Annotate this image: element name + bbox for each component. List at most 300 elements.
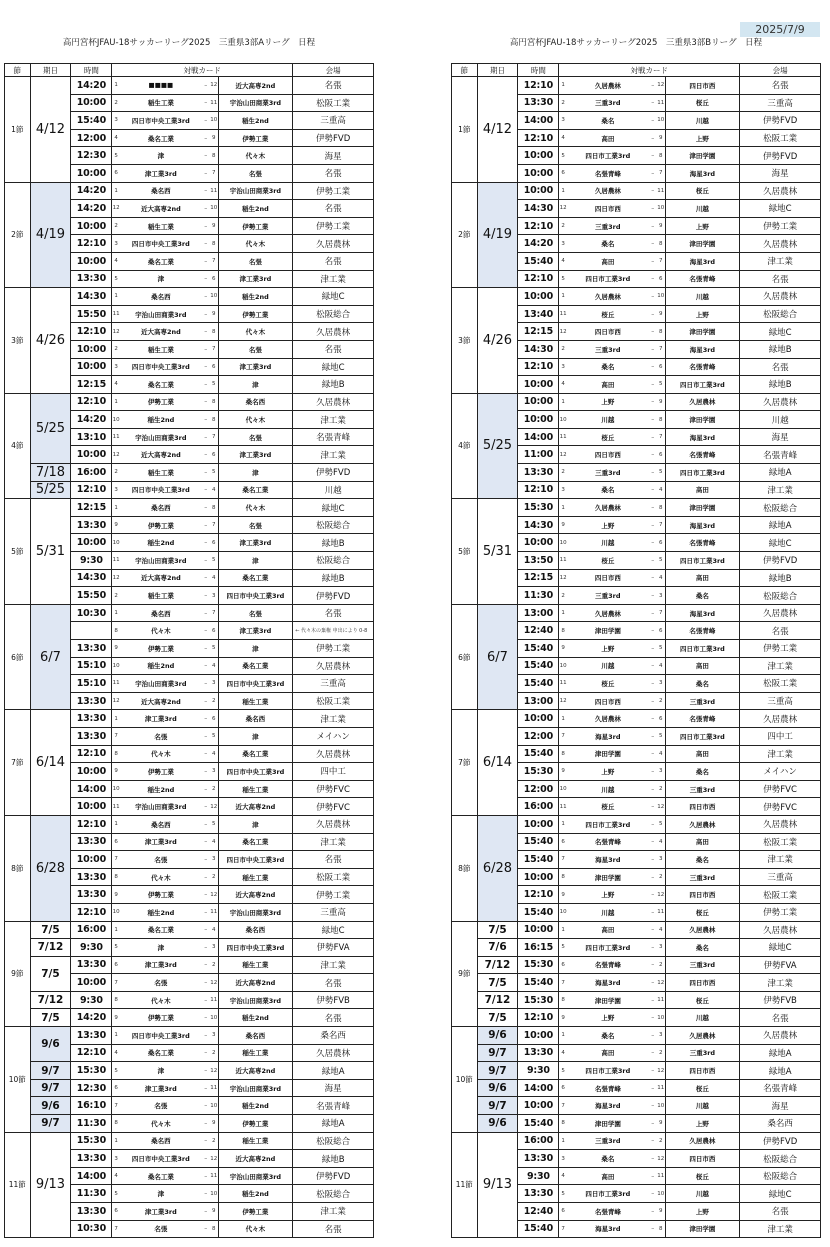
kickoff-time: 15:50	[71, 587, 112, 605]
kickoff-time: 15:40	[71, 112, 112, 130]
venue: 伊勢工業	[740, 640, 821, 658]
venue: 緑地B	[293, 569, 374, 587]
away-team-number: 7	[210, 428, 218, 446]
away-team-number: 10	[657, 1185, 665, 1203]
section-label: 9節	[5, 921, 31, 1027]
match-row	[452, 1132, 821, 1150]
home-team: 高田	[567, 252, 649, 270]
kickoff-time: 15:40	[518, 252, 559, 270]
venue: 伊勢工業	[293, 886, 374, 904]
versus-mark: –	[649, 428, 657, 446]
home-team-number: 3	[559, 235, 567, 253]
away-team: 津	[218, 640, 293, 658]
home-team-number: 7	[112, 851, 120, 869]
home-team-number: 2	[112, 587, 120, 605]
venue: 桑名西	[293, 1027, 374, 1045]
venue: 緑地B	[293, 376, 374, 394]
kickoff-time: 12:10	[71, 815, 112, 833]
away-team-number: 3	[210, 763, 218, 781]
venue: 伊勢工業	[293, 640, 374, 658]
away-team: 海星3rd	[665, 340, 740, 358]
home-team: 上野	[567, 763, 649, 781]
home-team: 津	[120, 147, 202, 165]
home-team-number: 1	[112, 815, 120, 833]
home-team: 稲生2nd	[120, 411, 202, 429]
kickoff-time: 13:40	[518, 305, 559, 323]
versus-mark: –	[202, 129, 210, 147]
away-team-number: 7	[657, 516, 665, 534]
match-date: 9/7	[477, 1062, 518, 1080]
away-team: 四日市中央工業3rd	[218, 675, 293, 693]
away-team: 津工業3rd	[218, 270, 293, 288]
versus-mark: –	[649, 534, 657, 552]
home-team: 桑名西	[120, 604, 202, 622]
home-team: 名張	[120, 727, 202, 745]
venue: 伊勢FVD	[293, 129, 374, 147]
home-team-number: 1	[112, 921, 120, 939]
home-team: 津工業3rd	[120, 833, 202, 851]
venue: 名張	[293, 1009, 374, 1027]
kickoff-time: 14:30	[518, 516, 559, 534]
home-team-number: 11	[559, 798, 567, 816]
kickoff-time: 10:00	[518, 815, 559, 833]
kickoff-time: 14:00	[518, 1079, 559, 1097]
versus-mark: –	[649, 903, 657, 921]
match-row	[5, 77, 374, 95]
kickoff-time: 9:30	[71, 939, 112, 957]
kickoff-time: 12:10	[71, 323, 112, 341]
home-team: 四日市工業3rd	[567, 1062, 649, 1080]
match-row	[452, 921, 821, 939]
venue: 緑地C	[740, 200, 821, 218]
kickoff-time: 10:00	[71, 94, 112, 112]
home-team-number: 2	[559, 464, 567, 482]
kickoff-time: 10:00	[518, 164, 559, 182]
home-team-number: 10	[559, 903, 567, 921]
venue: 久居農林	[740, 1027, 821, 1045]
versus-mark: –	[649, 886, 657, 904]
venue: 名張	[293, 851, 374, 869]
away-team-number: 8	[210, 323, 218, 341]
versus-mark: –	[202, 622, 210, 640]
home-team-number: 9	[559, 763, 567, 781]
kickoff-time: 13:00	[518, 692, 559, 710]
venue: 名張青峰	[740, 446, 821, 464]
away-team-number: 11	[657, 903, 665, 921]
versus-mark: –	[649, 270, 657, 288]
home-team: 桑名	[567, 112, 649, 130]
home-team-number: 2	[559, 340, 567, 358]
match-date: 9/6	[30, 1027, 71, 1062]
versus-mark: –	[202, 552, 210, 570]
venue: 緑地C	[293, 358, 374, 376]
versus-mark: –	[202, 77, 210, 95]
away-team-number: 9	[210, 1115, 218, 1133]
header-section: 節	[452, 64, 478, 77]
kickoff-time: 14:20	[71, 182, 112, 200]
away-team-number: 12	[657, 974, 665, 992]
away-team: 四日市西	[665, 798, 740, 816]
home-team-number: 11	[559, 675, 567, 693]
kickoff-time: 16:10	[71, 1097, 112, 1115]
kickoff-time: 9:30	[518, 1062, 559, 1080]
home-team-number: 4	[112, 129, 120, 147]
away-team-number: 2	[657, 868, 665, 886]
away-team: 四日市西	[665, 77, 740, 95]
venue: 久居農林	[740, 393, 821, 411]
away-team-number: 6	[210, 534, 218, 552]
versus-mark: –	[649, 217, 657, 235]
home-team: 上野	[567, 640, 649, 658]
venue: 松阪工業	[740, 886, 821, 904]
away-team-number: 12	[210, 974, 218, 992]
match-date: 7/5	[30, 956, 71, 991]
home-team-number: 9	[112, 640, 120, 658]
section-label: 6節	[5, 604, 31, 710]
venue: 名張	[293, 340, 374, 358]
venue: 伊勢FVD	[293, 587, 374, 605]
away-team-number: 10	[210, 1185, 218, 1203]
away-team-number: 10	[210, 112, 218, 130]
home-team: 津工業3rd	[120, 710, 202, 728]
home-team: 桑名	[567, 1150, 649, 1168]
away-team-number: 2	[210, 692, 218, 710]
match-row	[452, 1062, 821, 1080]
versus-mark: –	[649, 164, 657, 182]
home-team-number: 2	[559, 217, 567, 235]
home-team: 海星3rd	[567, 851, 649, 869]
away-team-number: 11	[210, 182, 218, 200]
venue: 名張	[293, 200, 374, 218]
home-team: 代々木	[120, 1115, 202, 1133]
away-team: 海星3rd	[665, 252, 740, 270]
versus-mark: –	[649, 1062, 657, 1080]
away-team-number: 6	[210, 622, 218, 640]
away-team: 伊勢工業	[218, 1115, 293, 1133]
home-team: 四日市西	[567, 569, 649, 587]
kickoff-time: 13:30	[71, 1203, 112, 1221]
away-team: 桜丘	[665, 182, 740, 200]
venue: 松阪総合	[740, 305, 821, 323]
away-team: 津	[218, 727, 293, 745]
versus-mark: –	[649, 252, 657, 270]
home-team-number: 8	[112, 868, 120, 886]
venue: 松阪総合	[740, 499, 821, 517]
versus-mark: –	[202, 147, 210, 165]
venue: 緑地C	[740, 1185, 821, 1203]
versus-mark: –	[649, 1079, 657, 1097]
home-team-number: 4	[112, 376, 120, 394]
home-team-number: 7	[559, 727, 567, 745]
versus-mark: –	[649, 94, 657, 112]
match-row	[5, 288, 374, 306]
away-team-number: 5	[210, 552, 218, 570]
away-team-number: 5	[657, 640, 665, 658]
away-team: 久居農林	[665, 1027, 740, 1045]
versus-mark: –	[649, 200, 657, 218]
versus-mark: –	[202, 675, 210, 693]
away-team-number: 4	[657, 481, 665, 499]
venue: 伊勢工業	[293, 182, 374, 200]
home-team: 川越	[567, 411, 649, 429]
versus-mark: –	[202, 763, 210, 781]
venue: 伊勢FVC	[293, 780, 374, 798]
away-team-number: 4	[210, 921, 218, 939]
home-team: 三重3rd	[567, 587, 649, 605]
versus-mark: –	[202, 235, 210, 253]
match-date: 6/14	[30, 710, 71, 816]
venue: 三重高	[293, 675, 374, 693]
home-team-number: 5	[112, 1185, 120, 1203]
home-team: 高田	[567, 129, 649, 147]
match-date: 9/7	[477, 1097, 518, 1115]
kickoff-time: 13:30	[518, 94, 559, 112]
home-team: 宇治山田商業3rd	[120, 305, 202, 323]
away-team-number: 4	[210, 569, 218, 587]
home-team-number: 4	[559, 129, 567, 147]
venue: 久居農林	[293, 235, 374, 253]
versus-mark: –	[649, 921, 657, 939]
versus-mark: –	[649, 868, 657, 886]
away-team-number: 8	[657, 499, 665, 517]
league-b-schedule	[451, 36, 821, 1238]
venue: 松阪総合	[293, 516, 374, 534]
away-team: 代々木	[218, 235, 293, 253]
home-team: 津田学園	[567, 868, 649, 886]
match-date: 5/31	[477, 499, 518, 605]
home-team: 川越	[567, 903, 649, 921]
away-team-number: 2	[210, 956, 218, 974]
match-date: 7/12	[477, 956, 518, 974]
home-team: 伊勢工業	[120, 516, 202, 534]
home-team: 津工業3rd	[120, 1203, 202, 1221]
away-team-number: 11	[210, 991, 218, 1009]
away-team: 桑名	[665, 675, 740, 693]
home-team: 宇治山田商業3rd	[120, 552, 202, 570]
venue: 名張	[293, 164, 374, 182]
home-team: 津工業3rd	[120, 1079, 202, 1097]
versus-mark: –	[202, 1220, 210, 1238]
home-team-number: 3	[559, 112, 567, 130]
versus-mark: –	[649, 1150, 657, 1168]
home-team-number: 8	[112, 1115, 120, 1133]
match-row	[452, 1044, 821, 1062]
away-team-number: 4	[657, 569, 665, 587]
venue: 久居農林	[293, 815, 374, 833]
home-team-number: 4	[559, 376, 567, 394]
away-team: 桑名	[665, 939, 740, 957]
home-team-number: 12	[112, 446, 120, 464]
match-date: 6/14	[477, 710, 518, 816]
away-team: 代々木	[218, 323, 293, 341]
home-team: 代々木	[120, 991, 202, 1009]
home-team-number: 11	[559, 305, 567, 323]
venue: 名張	[293, 252, 374, 270]
away-team: 四日市工業3rd	[665, 640, 740, 658]
home-team: 稲生工業	[120, 340, 202, 358]
home-team-number: 10	[112, 534, 120, 552]
versus-mark: –	[202, 411, 210, 429]
away-team: 代々木	[218, 411, 293, 429]
away-team: 稲生2nd	[218, 288, 293, 306]
versus-mark: –	[202, 340, 210, 358]
away-team-number: 3	[210, 675, 218, 693]
away-team: 代々木	[218, 147, 293, 165]
kickoff-time: 14:20	[71, 77, 112, 95]
venue: 松阪総合	[740, 1167, 821, 1185]
match-row	[452, 710, 821, 728]
home-team-number: 6	[559, 956, 567, 974]
match-date: 7/12	[477, 991, 518, 1009]
match-date: 7/5	[477, 1009, 518, 1027]
versus-mark: –	[649, 710, 657, 728]
home-team: 四日市中央工業3rd	[120, 112, 202, 130]
home-team-number: 10	[112, 411, 120, 429]
away-team: 名張青峰	[665, 710, 740, 728]
match-row	[452, 1079, 821, 1097]
match-date: 9/13	[30, 1132, 71, 1238]
kickoff-time: 10:00	[71, 974, 112, 992]
home-team: 四日市工業3rd	[567, 270, 649, 288]
home-team: 津田学園	[567, 991, 649, 1009]
away-team: 津工業3rd	[218, 534, 293, 552]
match-row	[5, 1062, 374, 1080]
versus-mark: –	[649, 393, 657, 411]
away-team: 川越	[665, 1097, 740, 1115]
venue: 松阪工業	[293, 868, 374, 886]
venue: 伊勢FVA	[293, 939, 374, 957]
away-team: 伊勢工業	[218, 305, 293, 323]
venue: 緑地C	[293, 288, 374, 306]
away-team-number: 3	[657, 851, 665, 869]
kickoff-time: 14:00	[71, 780, 112, 798]
home-team-number: 12	[559, 323, 567, 341]
home-team-number: 8	[559, 745, 567, 763]
versus-mark: –	[649, 763, 657, 781]
away-team-number: 9	[657, 129, 665, 147]
kickoff-time: 13:30	[71, 692, 112, 710]
kickoff-time: 15:30	[71, 1062, 112, 1080]
venue: 名張	[293, 77, 374, 95]
home-team-number: 8	[112, 991, 120, 1009]
kickoff-time: 10:00	[518, 182, 559, 200]
away-team-number: 6	[657, 710, 665, 728]
home-team-number: 9	[559, 516, 567, 534]
venue: 緑地B	[740, 340, 821, 358]
home-team-number: 10	[559, 534, 567, 552]
header-venue: 会場	[740, 64, 821, 77]
versus-mark: –	[649, 569, 657, 587]
away-team: 名張青峰	[665, 358, 740, 376]
away-team-number: 11	[210, 1079, 218, 1097]
match-date: 6/28	[30, 815, 71, 921]
away-team: 稲生工業	[218, 1132, 293, 1150]
away-team-number: 2	[657, 780, 665, 798]
kickoff-time: 13:10	[71, 428, 112, 446]
versus-mark: –	[202, 393, 210, 411]
home-team: 三重3rd	[567, 1132, 649, 1150]
venue: 緑地C	[740, 534, 821, 552]
kickoff-time: 15:40	[518, 903, 559, 921]
away-team-number: 11	[657, 182, 665, 200]
home-team-number: 9	[559, 1009, 567, 1027]
venue: メイハン	[293, 727, 374, 745]
away-team: 三重3rd	[665, 1044, 740, 1062]
away-team: 高田	[665, 569, 740, 587]
away-team-number: 6	[210, 358, 218, 376]
kickoff-time: 10:00	[71, 252, 112, 270]
kickoff-time: 14:20	[518, 235, 559, 253]
home-team: 桑名工業	[120, 376, 202, 394]
home-team-number: 7	[112, 1097, 120, 1115]
home-team-number: 1	[559, 604, 567, 622]
away-team-number: 9	[657, 1203, 665, 1221]
away-team: 名張	[218, 252, 293, 270]
home-team: 津田学園	[567, 622, 649, 640]
venue: 海星	[293, 1079, 374, 1097]
kickoff-time: 15:40	[518, 675, 559, 693]
match-row	[5, 815, 374, 833]
venue: 伊勢FVA	[740, 956, 821, 974]
away-team: 桑名工業	[218, 569, 293, 587]
kickoff-time: 12:10	[518, 358, 559, 376]
home-team-number: 3	[112, 1150, 120, 1168]
away-team: 四日市工業3rd	[665, 376, 740, 394]
home-team-number: 5	[112, 939, 120, 957]
versus-mark: –	[202, 833, 210, 851]
away-team: 久居農林	[665, 815, 740, 833]
kickoff-time: 12:15	[71, 499, 112, 517]
away-team-number: 5	[657, 727, 665, 745]
venue: 緑地A	[740, 1062, 821, 1080]
versus-mark: –	[202, 921, 210, 939]
home-team-number: 2	[112, 340, 120, 358]
away-team: 桜丘	[665, 1167, 740, 1185]
venue: 緑地A	[740, 1044, 821, 1062]
away-team-number: 4	[657, 833, 665, 851]
header-section: 節	[5, 64, 31, 77]
kickoff-time: 13:30	[71, 516, 112, 534]
section-label: 7節	[452, 710, 478, 816]
venue: 津工業	[740, 1220, 821, 1238]
venue: 久居農林	[740, 815, 821, 833]
away-team-number: 6	[657, 358, 665, 376]
home-team: 久居農林	[567, 288, 649, 306]
home-team: 桑名西	[120, 1132, 202, 1150]
away-team: 近大高専2nd	[218, 1062, 293, 1080]
home-team: 稲生工業	[120, 587, 202, 605]
venue: 松阪総合	[293, 552, 374, 570]
versus-mark: –	[649, 358, 657, 376]
home-team-number: 1	[559, 710, 567, 728]
section-label: 2節	[452, 182, 478, 288]
venue: 久居農林	[740, 710, 821, 728]
home-team: 稲生工業	[120, 217, 202, 235]
home-team-number: 1	[559, 77, 567, 95]
away-team-number: 2	[210, 1044, 218, 1062]
header-date: 期日	[30, 64, 71, 77]
venue: 名張	[740, 270, 821, 288]
match-row	[452, 77, 821, 95]
home-team: 名張青峰	[567, 833, 649, 851]
versus-mark: –	[649, 411, 657, 429]
away-team: 近大高専2nd	[218, 77, 293, 95]
venue: 津工業	[740, 745, 821, 763]
away-team-number: 12	[657, 798, 665, 816]
header-row	[452, 64, 821, 77]
home-team: 桑名西	[120, 499, 202, 517]
versus-mark: –	[202, 851, 210, 869]
